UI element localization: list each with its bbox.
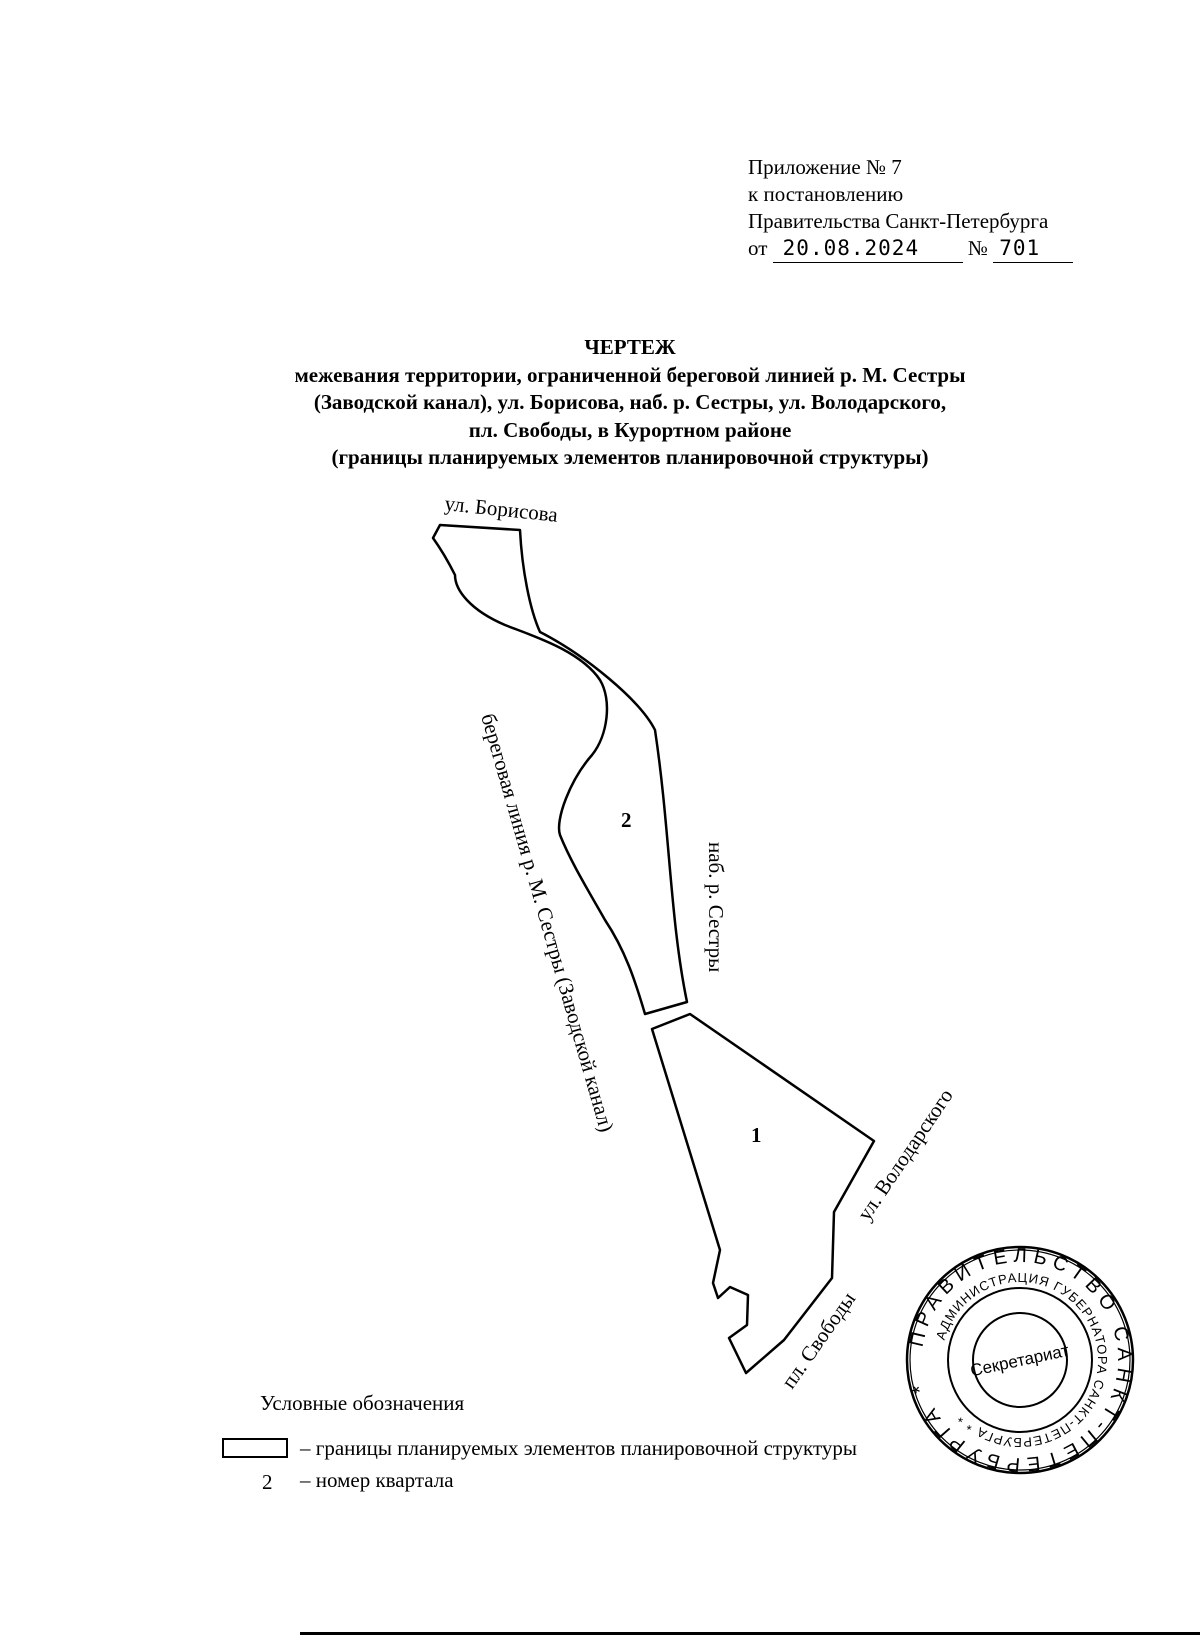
title-line-4: пл. Свободы, в Курортном районе (468, 417, 792, 442)
decree-number: 701 (993, 235, 1073, 263)
page-bottom-rule (300, 1632, 1200, 1635)
legend-boundary-swatch (222, 1438, 288, 1458)
label-street-volodarskogo: ул. Володарского (852, 1084, 958, 1225)
legend-number-sample: 2 (262, 1470, 273, 1494)
title-line-2: межевания территории, ограниченной береговой линией р. М. Сестры (294, 362, 966, 387)
label-embankment: наб. р. Сестры (704, 842, 728, 973)
label-shoreline: береговая линия р. М. Сестры (Заводской канал) (476, 710, 619, 1135)
block-2-number: 2 (621, 808, 632, 832)
date-prefix: от (748, 236, 768, 260)
appendix-authority: Правительства Санкт-Петербурга (748, 209, 1049, 233)
number-prefix: № (967, 236, 988, 260)
legend-boundary-text: – границы планируемых элементов планировочной структуры (300, 1436, 857, 1460)
decree-date: 20.08.2024 (773, 235, 963, 263)
appendix-number: Приложение № 7 (748, 155, 902, 179)
stamp-center-text: Секретариат (968, 1340, 1071, 1381)
appendix-ref: к постановлению (748, 182, 904, 206)
block-1-number: 1 (751, 1123, 762, 1147)
label-street-borisova: ул. Борисова (443, 491, 560, 527)
stamp-inner-text: АДМИНИСТРАЦИЯ ГУБЕРНАТОРА САНКТ-ПЕТЕРБУРГА * * (932, 1269, 1111, 1451)
title-line-5: (границы планируемых элементов планировочной структуры) (331, 445, 929, 469)
legend-number-text: – номер квартала (300, 1468, 454, 1492)
label-square-svobody: пл. Свободы (776, 1287, 861, 1393)
title-line-1: ЧЕРТЕЖ (584, 335, 676, 359)
stamp-outer-text: ПРАВИТЕЛЬСТВО САНКТ-ПЕТЕРБУРГА * (905, 1244, 1136, 1476)
title-line-3: (Заводской канал), ул. Борисова, наб. р. Сестры, ул. Володарского, (313, 390, 947, 414)
legend-title: Условные обозначения (260, 1391, 465, 1415)
